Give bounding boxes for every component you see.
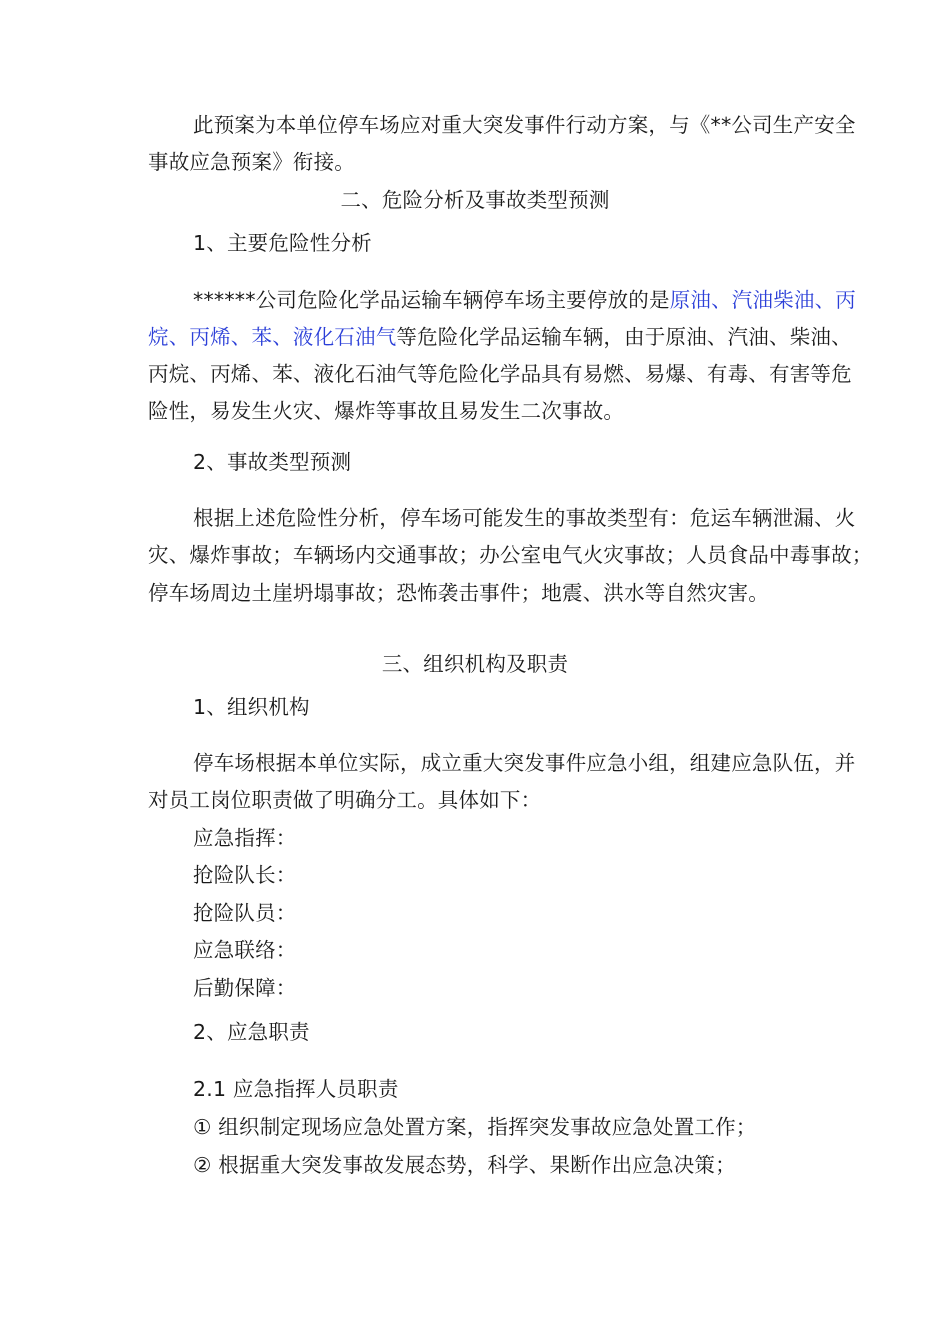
- organization-line-1: 停车场根据本单位实际，成立重大突发事件应急小组，组建应急队伍，并: [193, 751, 856, 775]
- hazard-text-prefix: ******公司危险化学品运输车辆停车场主要停放的是: [193, 288, 670, 312]
- hazard-paragraph-line-3: 丙烷、丙烯、苯、液化石油气等危险化学品具有易燃、易爆、有毒、有害等危: [148, 362, 852, 386]
- subsection-3-2-title: 2、应急职责: [193, 1020, 310, 1044]
- intro-line-1: 此预案为本单位停车场应对重大突发事件行动方案，与《**公司生产安全: [193, 113, 856, 137]
- section-3-heading: 三、组织机构及职责: [381, 652, 569, 676]
- accident-types-line-1: 根据上述危险性分析，停车场可能发生的事故类型有：危运车辆泄漏、火: [193, 506, 856, 530]
- role-logistics-support: 后勤保障：: [193, 976, 297, 1000]
- role-emergency-commander: 应急指挥：: [193, 826, 297, 850]
- subsection-2-2-title: 2、事故类型预测: [193, 450, 352, 474]
- hazard-substances-highlight-1: 原油、汽油柴油、丙: [669, 288, 857, 312]
- role-rescue-member: 抢险队员：: [193, 901, 297, 925]
- subsection-2-1-title: 1、主要危险性分析: [193, 231, 372, 255]
- hazard-paragraph-line-4: 险性，易发生火灾、爆炸等事故且易发生二次事故。: [148, 399, 625, 423]
- hazard-substances-highlight-2: 烷、丙烯、苯、液化石油气: [148, 325, 397, 349]
- duty-item-1: ① 组织制定现场应急处置方案，指挥突发事故应急处置工作；: [193, 1115, 757, 1139]
- subsection-3-1-title: 1、组织机构: [193, 695, 310, 719]
- subsection-2-1-duties-title: 2.1 应急指挥人员职责: [193, 1077, 399, 1101]
- intro-line-2: 事故应急预案》衔接。: [148, 150, 355, 174]
- hazard-paragraph-line-1: [193, 287, 856, 313]
- accident-types-line-3: 停车场周边土崖坍塌事故；恐怖袭击事件；地震、洪水等自然灾害。: [148, 581, 769, 605]
- accident-types-line-2: 灾、爆炸事故；车辆场内交通事故；办公室电气火灾事故；人员食品中毒事故；: [148, 543, 873, 567]
- duty-item-2: ② 根据重大突发事故发展态势，科学、果断作出应急决策；: [193, 1153, 736, 1177]
- role-rescue-captain: 抢险队长：: [193, 863, 297, 887]
- role-emergency-liaison: 应急联络：: [193, 938, 297, 962]
- organization-line-2: 对员工岗位职责做了明确分工。具体如下：: [148, 788, 542, 812]
- hazard-text-rest: 等危险化学品运输车辆，由于原油、汽油、柴油、: [396, 325, 852, 349]
- section-2-heading: 二、危险分析及事故类型预测: [340, 188, 610, 212]
- hazard-paragraph-line-2: [148, 324, 852, 350]
